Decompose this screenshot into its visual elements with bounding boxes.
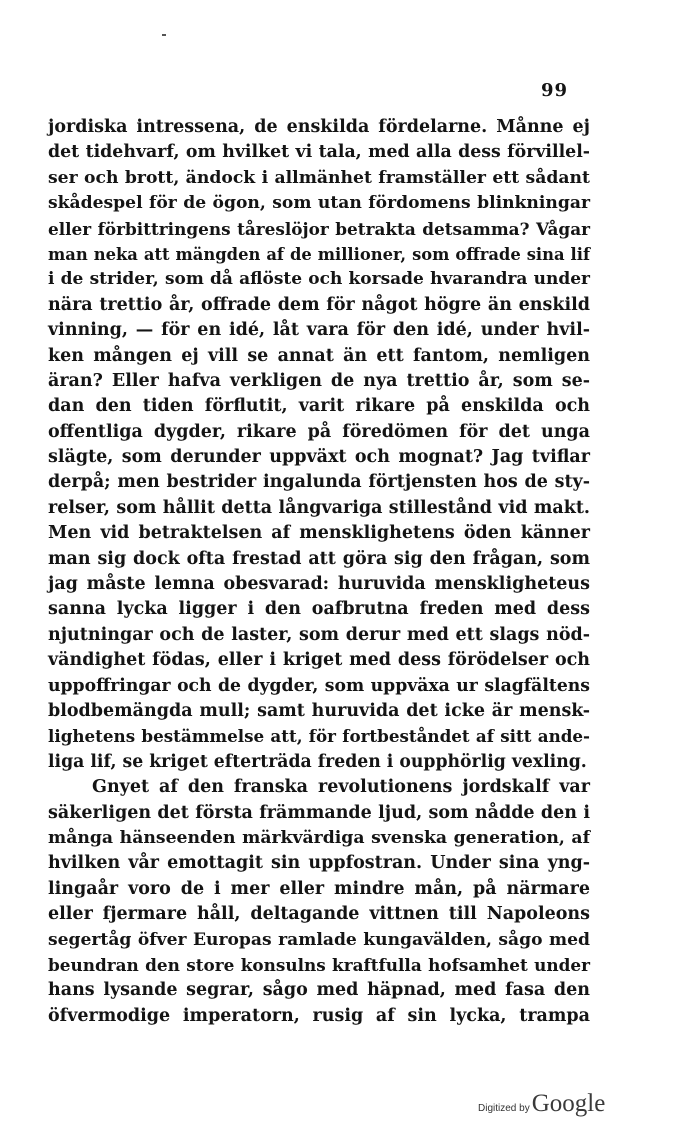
digitization-watermark <box>478 1090 605 1118</box>
google-logo: Google <box>531 1090 606 1117</box>
paragraph-end-line: liga lif, se kriget efterträda freden i oupphörlig vexling. <box>48 751 587 772</box>
text-line: jag måste lemna obesvarad: huruvida menskligheteus <box>48 574 590 595</box>
text-line: lingaår voro de i mer eller mindre mån, på närmare <box>48 878 590 899</box>
text-line: relser, som hållit detta långvariga stillestånd vid makt. <box>48 497 590 518</box>
digitized-by-label: Digitized by <box>478 1103 530 1114</box>
text-line: uppoffringar och de dygder, som uppväxa ur slagfältens <box>48 675 590 696</box>
text-line: Men vid betraktelsen af mensklighetens öden känner <box>48 523 590 544</box>
text-line: många hänseenden märkvärdiga svenska generation, af <box>48 827 590 848</box>
text-line: det tidehvarf, om hvilket vi tala, med alla dess förvillel- <box>48 142 590 163</box>
text-line: eller förbittringens tåreslöjor betrakta detsamma? Vågar <box>48 218 590 239</box>
text-line: hans lysande segrar, sågo med häpnad, med fasa den <box>48 980 590 1001</box>
page-number: 99 <box>540 80 568 101</box>
text-line: öfvermodige imperatorn, rusig af sin lycka, trampa <box>48 1005 590 1026</box>
text-line: man neka att mängden af de millioner, som offrade sina lif <box>48 244 590 264</box>
text-line: segertåg öfver Europas ramlade kungavälden, sågo med <box>48 929 590 950</box>
text-line: vinning, — för en idé, låt vara för den idé, under hvil- <box>48 320 590 341</box>
text-line: man sig dock ofta frestad att göra sig den frågan, som <box>48 548 590 569</box>
text-line: vändighet födas, eller i kriget med dess förödelser och <box>48 650 590 671</box>
text-line: hvilken vår emottagit sin uppfostran. Under sina yng- <box>48 853 590 874</box>
text-line: ken mången ej vill se annat än ett fantom, nemligen <box>48 345 590 366</box>
ink-speck <box>162 34 166 36</box>
text-line: säkerligen det första främmande ljud, som nådde den i <box>48 802 590 823</box>
text-line: sanna lycka ligger i den oafbrutna freden med dess <box>48 599 590 620</box>
text-line: i de strider, som då aflöste och korsade hvarandra under <box>48 269 590 290</box>
text-line: beundran den store konsulns kraftfulla hofsamhet under <box>48 954 590 975</box>
text-line: ser och brott, ändock i allmänhet framställer ett sådant <box>48 167 590 188</box>
text-line: jordiska intressena, de enskilda fördelarne. Månne ej <box>48 117 590 137</box>
text-line: skådespel för de ögon, som utan fördomens blinkningar <box>48 193 590 214</box>
text-line: äran? Eller hafva verkligen de nya trettio år, som se- <box>48 370 590 391</box>
text-line: derpå; men bestrider ingalunda förtjensten hos de sty- <box>48 472 590 493</box>
text-line: nära trettio år, offrade dem för något högre än enskild <box>48 294 590 315</box>
body-text <box>48 115 590 1029</box>
text-line: njutningar och de laster, som derur med ett slags nöd- <box>48 624 590 645</box>
text-line: lighetens bestämmelse att, för fortbeståndet af sitt ande- <box>48 726 590 747</box>
text-line: dan den tiden förflutit, varit rikare på enskilda och <box>48 396 590 417</box>
text-line: eller fjermare håll, deltagande vittnen till Napoleons <box>48 904 590 925</box>
text-line: slägte, som derunder uppväxt och mognat? Jag tviflar <box>48 447 590 468</box>
text-line: offentliga dygder, rikare på föredömen för det unga <box>48 421 590 442</box>
text-line: blodbemängda mull; samt huruvida det icke är mensk- <box>48 700 590 721</box>
paragraph-start-line: Gnyet af den franska revolutionens jordskalf var <box>92 777 590 798</box>
